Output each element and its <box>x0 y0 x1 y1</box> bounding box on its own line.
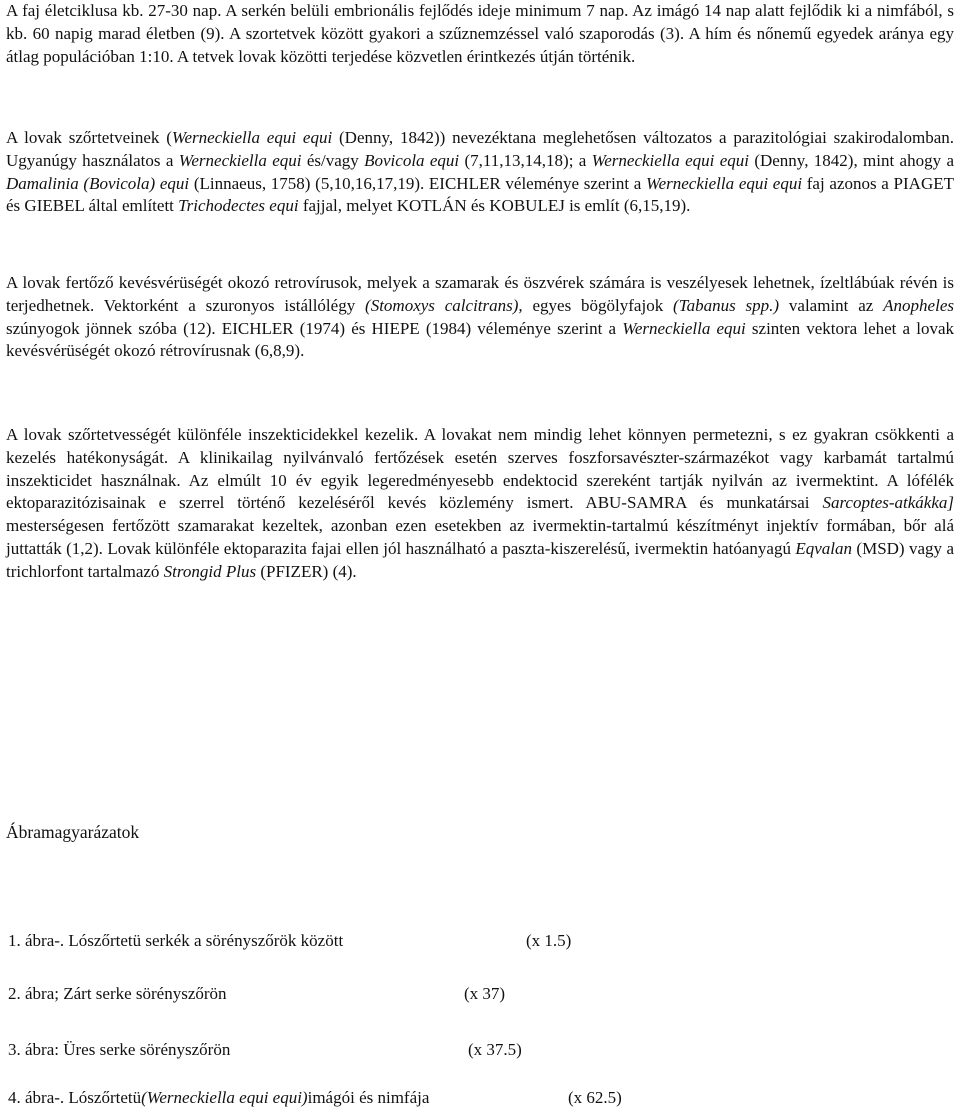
text-run: (7,11,13,14,18); a <box>459 150 592 170</box>
text-run: fajjal, melyet KOTLÁN és KOBULEJ is említ (6,15,19). <box>298 196 691 216</box>
species-name: Werneckiella equi equi <box>646 173 803 193</box>
magnification-label: (x 62.5) <box>568 1088 622 1107</box>
paragraph-life-cycle <box>6 0 954 68</box>
species-name: Werneckiella equi <box>622 318 746 338</box>
species-name: Trichodectes equi <box>178 196 299 216</box>
text-run: (MSD) vagy a trichlorfont tartalmazó <box>6 538 954 581</box>
species-name: Werneckiella equi equi <box>591 150 749 170</box>
figure-caption-1 <box>8 931 572 951</box>
magnification-label: (x 37) <box>464 984 506 1003</box>
text-run: A lovak szőrtetvességét különféle inszekticidekkel kezelik. A lovakat nem mindig lehet könnyen permetezni, s ez gyakran csökkenti a kezelés hatékonyságát. A klinikailag nyilvánvaló fertőzések esetén szerves foszforsavészter-származékot vagy karbamát tartalmú inszekticidet használnak. Az elmúlt 10 év egyik legeredményesebb endektocid szereként tartják nyilván az ivermektint. A lófélék ektoparazitózisainak e szerrel történő kezeléséről kevés közlemény ismert. ABU-SAMRA és munkatársai <box>6 425 954 513</box>
paragraph-text: A faj életciklusa kb. 27-30 nap. A serkén belüli embrionális fejlődés ideje minimum 7 nap. Az imágó 14 nap alatt fejlődik ki a nimfából, s kb. 60 napig marad életben (9). A szortetvek között gyakori a szűznemzéssel való szaporodás (3). A hím és nőnemű egyedek aránya egy átlag populációban 1:10. A tetvek lovak közötti terjedése közvetlen érintkezés útján történik. <box>6 1 954 66</box>
legend-heading: Ábramagyarázatok <box>6 822 140 842</box>
figure-caption-2 <box>8 984 506 1004</box>
species-name: Werneckiella equi equi <box>171 128 333 147</box>
text-run: A lovak fertőző kevésvérüségét okozó retrovírusok, melyek a szamarak és öszvérek számára is veszélyesek lehetnek, ízeltlábúak révén is terjedhetnek. Vektorként a szuronyos istállólégy <box>6 273 954 315</box>
caption-text: imágói és nimfája <box>307 1088 430 1107</box>
species-name: Bovicola equi <box>364 150 460 170</box>
text-run: A lovak szőrtetveinek ( <box>6 128 172 147</box>
product-name: Strongid Plus <box>163 561 257 581</box>
magnification-label: (x 1.5) <box>526 931 572 950</box>
text-run: (Denny, 1842)) nevezéktana meglehetősen változatos a parazitológiai szakirodalomban. Ugyanúgy használatos a <box>6 128 955 170</box>
text-run: mesterségesen fertőzött szamarakat kezeltek, azonban ezen esetekben az ivermektin-tartalmú készítményt injektív formában, bőr alá juttatták (1,2). Lovak különféle ektoparazita fajai ellen jól használható a paszta-kiszerelésű, ivermektin hatóanyagú <box>6 516 954 558</box>
text-run: faj azonos a PIAGET és GIEBEL által említett <box>6 173 954 216</box>
species-name: (Tabanus spp.) <box>673 295 780 315</box>
figure-caption-3 <box>8 1040 522 1060</box>
species-name: (Stomoxys calcitrans), <box>365 295 523 315</box>
figure-caption-4 <box>8 1088 622 1108</box>
text-run: valamint az <box>779 295 884 315</box>
paragraph-nomenclature <box>6 127 954 218</box>
paragraph-treatment <box>6 424 954 584</box>
text-run: és/vagy <box>301 150 365 170</box>
text-run: szinten vektora lehet a lovak kevésvérüségét okozó rétrovírusnak (6,8,9). <box>6 318 954 361</box>
text-run: szúnyogok jönnek szóba (12). EICHLER (1974) és HIEPE (1984) véleménye szerint a <box>6 318 623 338</box>
text-run: egyes bögölyfajok <box>522 295 674 315</box>
text-run: (PFIZER) (4). <box>256 561 357 581</box>
caption-text: 4. ábra-. Lószőrtetü <box>8 1088 142 1107</box>
caption-text: 1. ábra-. Lószőrtetü serkék a sörényszőrök között <box>8 931 344 950</box>
product-name: Eqvalan <box>795 538 853 558</box>
species-name: Anopheles <box>883 295 954 315</box>
species-name: (Werneckiella equi equi) <box>141 1088 308 1107</box>
species-name: Damalinia (Bovicola) equi <box>6 173 190 193</box>
caption-text: 3. ábra: Üres serke sörényszőrön <box>8 1040 231 1059</box>
caption-text: 2. ábra; Zárt serke sörényszőrön <box>8 984 227 1003</box>
magnification-label: (x 37.5) <box>468 1040 522 1059</box>
text-run: (Denny, 1842), mint ahogy a <box>748 150 954 170</box>
text-run: (Linnaeus, 1758) (5,10,16,17,19). EICHLER véleménye szerint a <box>189 173 646 193</box>
paragraph-retrovirus <box>6 272 954 363</box>
species-name: Werneckiella equi <box>178 150 302 170</box>
species-name: Sarcoptes-atkákka] <box>822 493 954 513</box>
